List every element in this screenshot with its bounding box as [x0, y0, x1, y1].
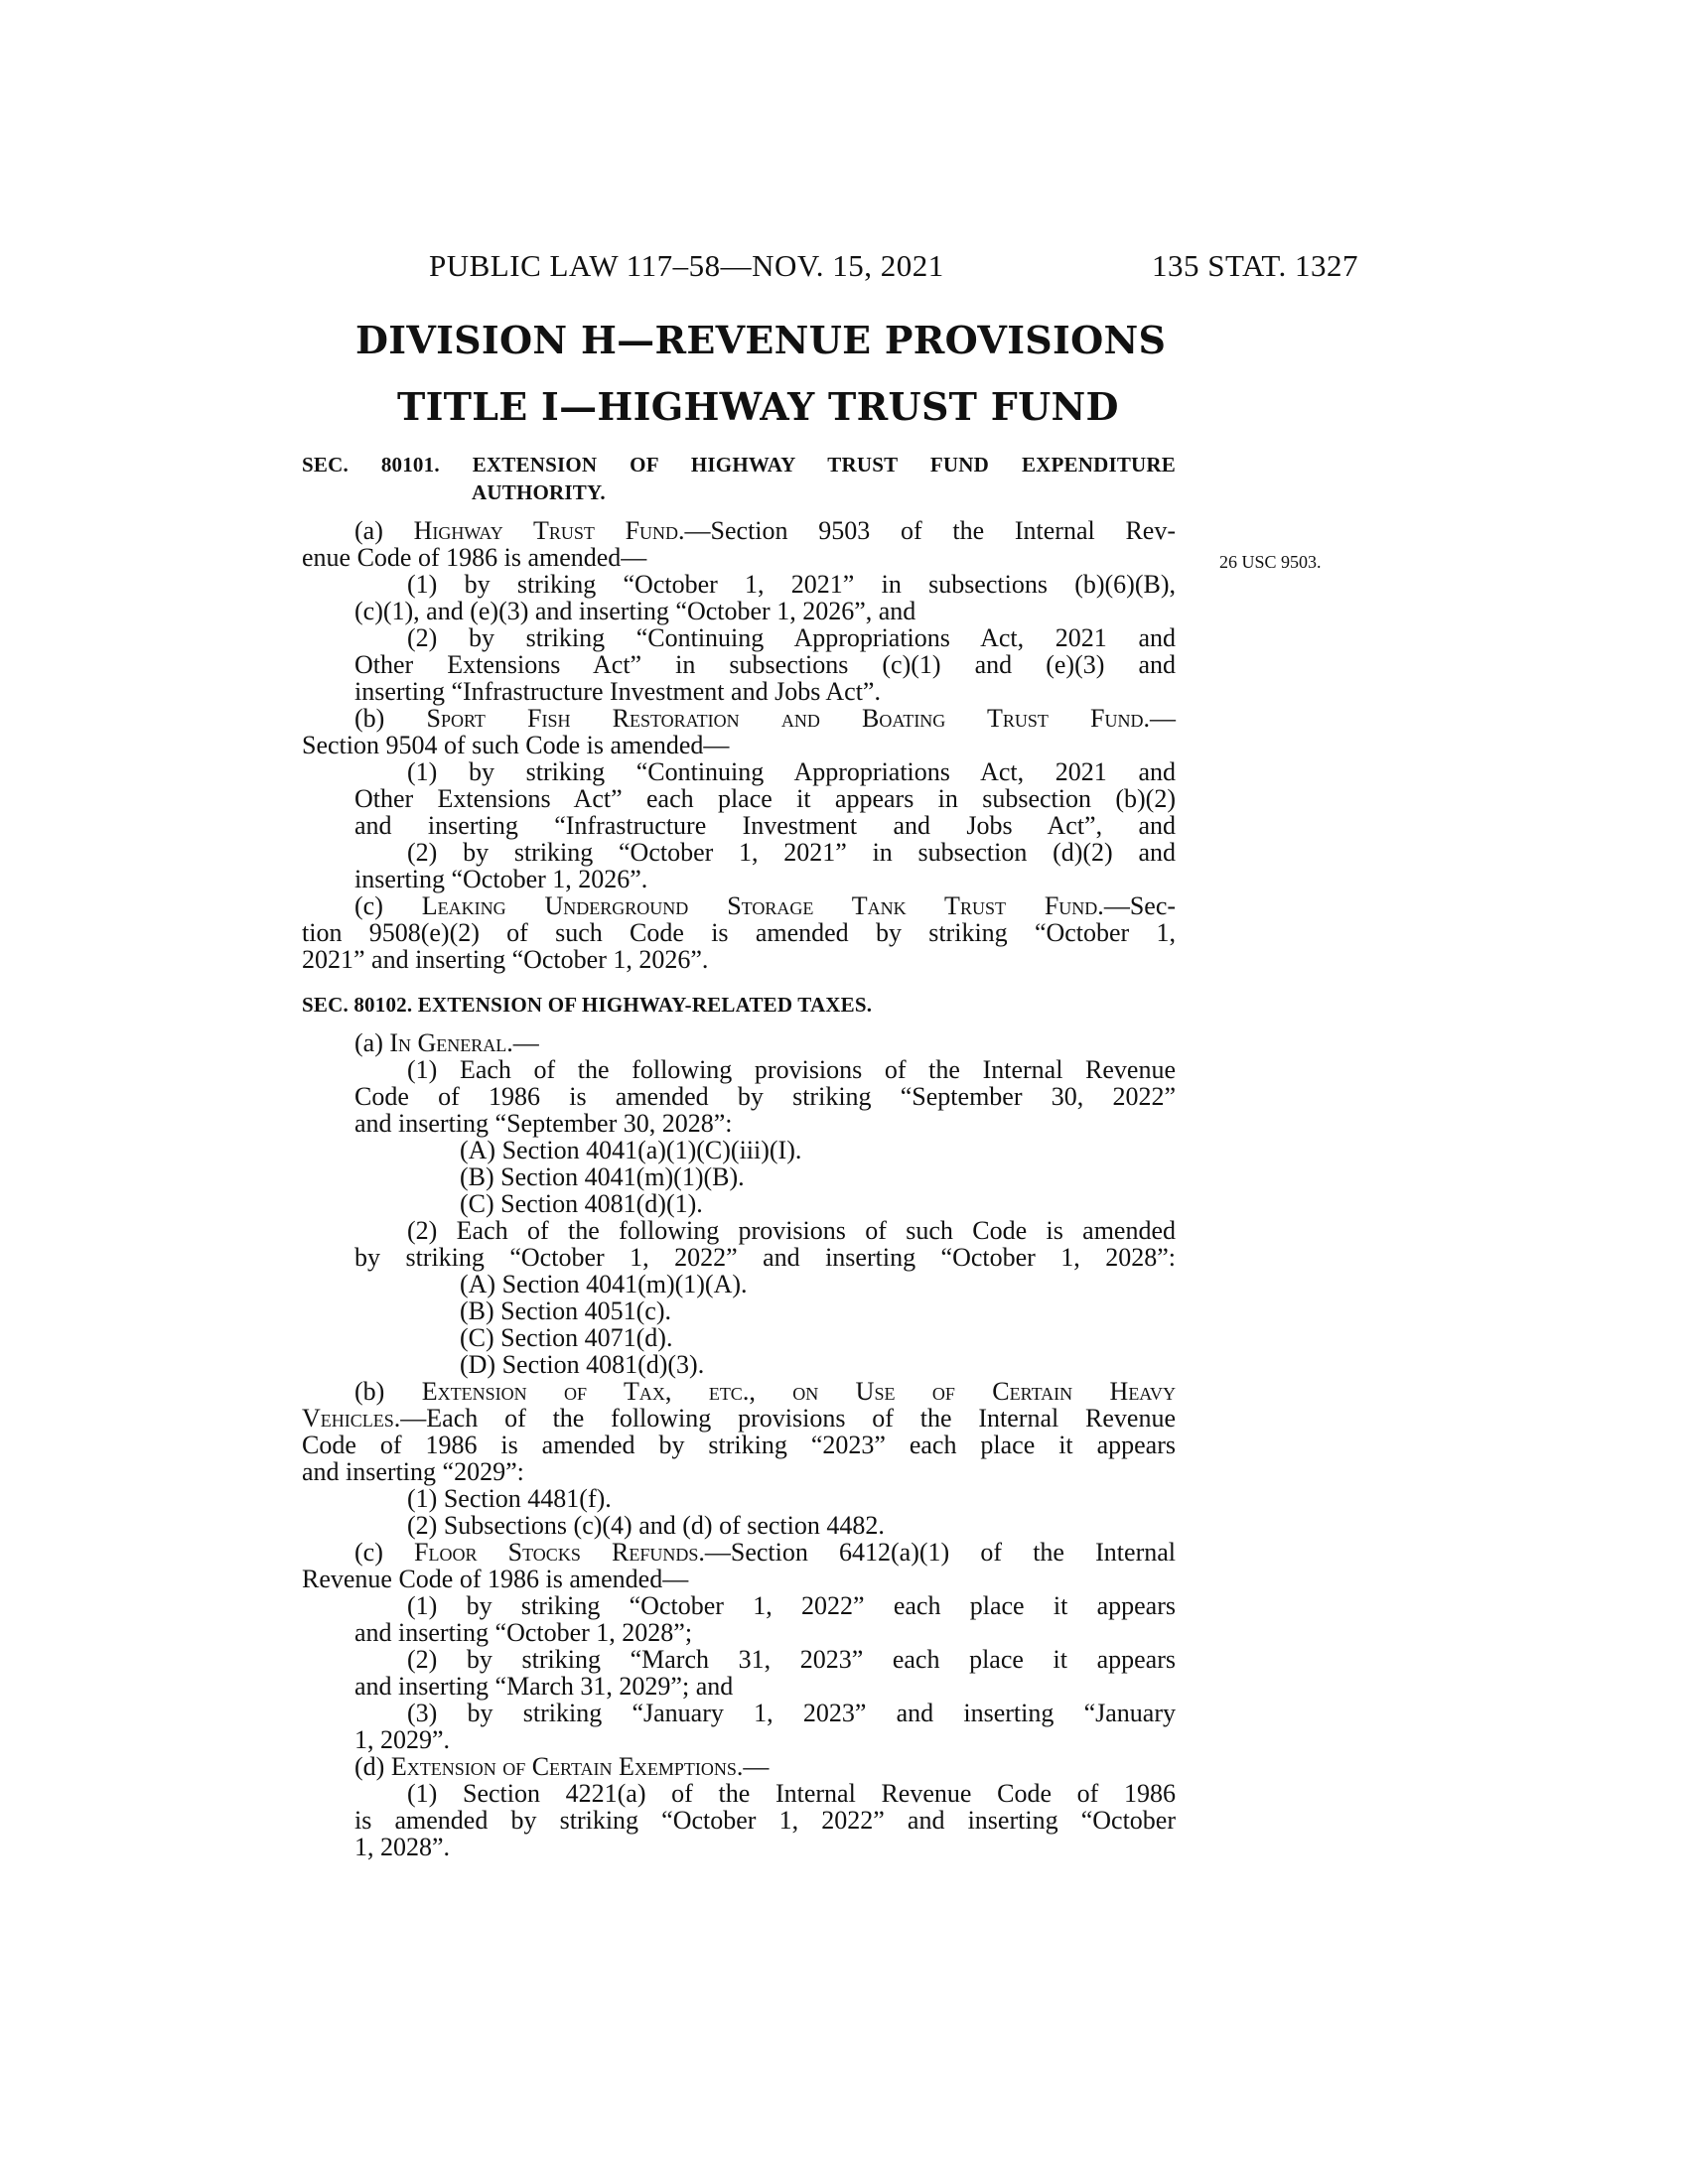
subsection-caption: Sport Fish Restoration and Boating Trust Fund.: [426, 704, 1150, 733]
sec80102-c-paragraph-3: (3) by striking “January 1, 2023” and inserting “January: [407, 1699, 1176, 1727]
subsection-caption: Floor Stocks Refunds.: [414, 1538, 705, 1567]
sec80102-d1-line: 1, 2028”.: [354, 1833, 451, 1861]
sec80102-b-line: and inserting “2029”:: [302, 1457, 524, 1486]
sec80102-subsection-b: (b) Extension of Tax, etc., on Use of Certain Heavy: [354, 1377, 1176, 1406]
sec80101-b2-line: inserting “October 1, 2026”.: [354, 865, 648, 893]
sec80101-a2-line: inserting “Infrastructure Investment and Jobs Act”.: [354, 677, 881, 706]
sec80101-a-paragraph-2: (2) by striking “Continuing Appropriations Act, 2021 and: [407, 623, 1176, 652]
sec80101-a2-line: Other Extensions Act” in subsections (c)(1) and (e)(3) and: [354, 650, 1176, 679]
sec80101-b-paragraph-1: (1) by striking “Continuing Appropriations Act, 2021 and: [407, 757, 1176, 786]
sec80102-c-paragraph-2: (2) by striking “March 31, 2023” each place it appears: [407, 1645, 1176, 1674]
sec80102-a-paragraph-2: (2) Each of the following provisions of such Code is amended: [407, 1216, 1176, 1245]
sec80101-a-line: enue Code of 1986 is amended—: [302, 543, 647, 572]
margin-note-usc-citation: 26 USC 9503.: [1219, 552, 1322, 572]
division-title: DIVISION H—REVENUE PROVISIONS: [355, 318, 1167, 362]
sec80102-a-paragraph-1: (1) Each of the following provisions of the Internal Revenue: [407, 1055, 1176, 1084]
sec80101-b1-line: Other Extensions Act” each place it appears in subsection (b)(2): [354, 784, 1176, 813]
subsection-caption: Extension of Tax, etc., on Use of Certain Heavy: [421, 1377, 1176, 1406]
sec80101-c-line: 2021” and inserting “October 1, 2026”.: [302, 945, 709, 974]
sec80102-a2-item: (A) Section 4041(m)(1)(A).: [460, 1270, 748, 1298]
sec80102-c-paragraph-1: (1) by striking “October 1, 2022” each place it appears: [407, 1591, 1176, 1620]
sec80101-b-paragraph-2: (2) by striking “October 1, 2021” in subsection (d)(2) and: [407, 838, 1176, 867]
sec80102-a2-item: (D) Section 4081(d)(3).: [460, 1350, 705, 1379]
section-80101-heading-cont: AUTHORITY.: [472, 480, 606, 504]
sec80101-a1-line: (c)(1), and (e)(3) and inserting “October 1, 2026”, and: [354, 597, 916, 625]
sec80102-a2-item: (C) Section 4071(d).: [460, 1323, 673, 1352]
sec80102-subsection-c: (c) Floor Stocks Refunds.—Section 6412(a)(1) of the Internal: [354, 1538, 1176, 1567]
sec80102-d1-line: is amended by striking “October 1, 2022” and inserting “October: [354, 1806, 1176, 1835]
sec80101-subsection-b: (b) Sport Fish Restoration and Boating Trust Fund.—: [354, 704, 1176, 733]
subsection-caption: In General.: [389, 1028, 513, 1057]
subsection-caption: Extension of Certain Exemptions.: [390, 1752, 744, 1781]
sec80102-a1-item: (B) Section 4041(m)(1)(B).: [460, 1162, 745, 1191]
title-heading: TITLE I—HIGHWAY TRUST FUND: [397, 384, 1119, 429]
sec80102-c2-line: and inserting “March 31, 2029”; and: [354, 1672, 734, 1701]
sec80102-c3-line: 1, 2029”.: [354, 1725, 451, 1754]
sec80102-d-paragraph-1: (1) Section 4221(a) of the Internal Revenue Code of 1986: [407, 1779, 1176, 1808]
sec80101-a-paragraph-1: (1) by striking “October 1, 2021” in subsections (b)(6)(B),: [407, 570, 1176, 599]
sec80102-b-line: Code of 1986 is amended by striking “2023” each place it appears: [302, 1431, 1176, 1459]
sec80102-a1-item: (C) Section 4081(d)(1).: [460, 1189, 703, 1218]
sec80102-b-line: Vehicles.—Each of the following provisions of the Internal Revenue: [302, 1404, 1176, 1433]
sec80102-c1-line: and inserting “October 1, 2028”;: [354, 1618, 693, 1647]
sec80101-subsection-a: (a) Highway Trust Fund.—Section 9503 of the Internal Rev-: [354, 516, 1176, 545]
subsection-caption: Highway Trust Fund.: [413, 516, 685, 545]
sec80102-b-item: (2) Subsections (c)(4) and (d) of section 4482.: [407, 1511, 885, 1540]
sec80102-a1-item: (A) Section 4041(a)(1)(C)(iii)(I).: [460, 1136, 802, 1164]
sec80102-a1-line: and inserting “September 30, 2028”:: [354, 1109, 733, 1138]
section-80101-heading: SEC. 80101. EXTENSION OF HIGHWAY TRUST FUND EXPENDITURE: [302, 453, 1176, 477]
sec80102-b-item: (1) Section 4481(f).: [407, 1484, 612, 1513]
sec80102-a1-line: Code of 1986 is amended by striking “September 30, 2022”: [354, 1082, 1176, 1111]
running-header-law: PUBLIC LAW 117–58—NOV. 15, 2021: [429, 248, 944, 283]
sec80101-b1-line: and inserting “Infrastructure Investment and Jobs Act”, and: [354, 811, 1176, 840]
sec80102-subsection-a: (a) In General.—: [354, 1028, 539, 1057]
sec80102-a2-item: (B) Section 4051(c).: [460, 1297, 672, 1325]
sec80101-subsection-c: (c) Leaking Underground Storage Tank Trust Fund.—Sec-: [354, 891, 1177, 920]
sec80102-a2-line: by striking “October 1, 2022” and inserting “October 1, 2028”:: [354, 1243, 1176, 1272]
sec80102-subsection-d: (d) Extension of Certain Exemptions.—: [354, 1752, 770, 1781]
sec80101-c-line: tion 9508(e)(2) of such Code is amended by striking “October 1,: [302, 918, 1176, 947]
subsection-caption: Vehicles.: [302, 1404, 401, 1433]
section-80102-heading: SEC. 80102. EXTENSION OF HIGHWAY-RELATED TAXES.: [302, 993, 873, 1017]
subsection-caption: Leaking Underground Storage Tank Trust Fund.: [421, 891, 1104, 920]
sec80101-b-line: Section 9504 of such Code is amended—: [302, 731, 730, 759]
sec80102-c-line: Revenue Code of 1986 is amended—: [302, 1565, 689, 1593]
running-header-stat-page: 135 STAT. 1327: [1152, 248, 1359, 283]
